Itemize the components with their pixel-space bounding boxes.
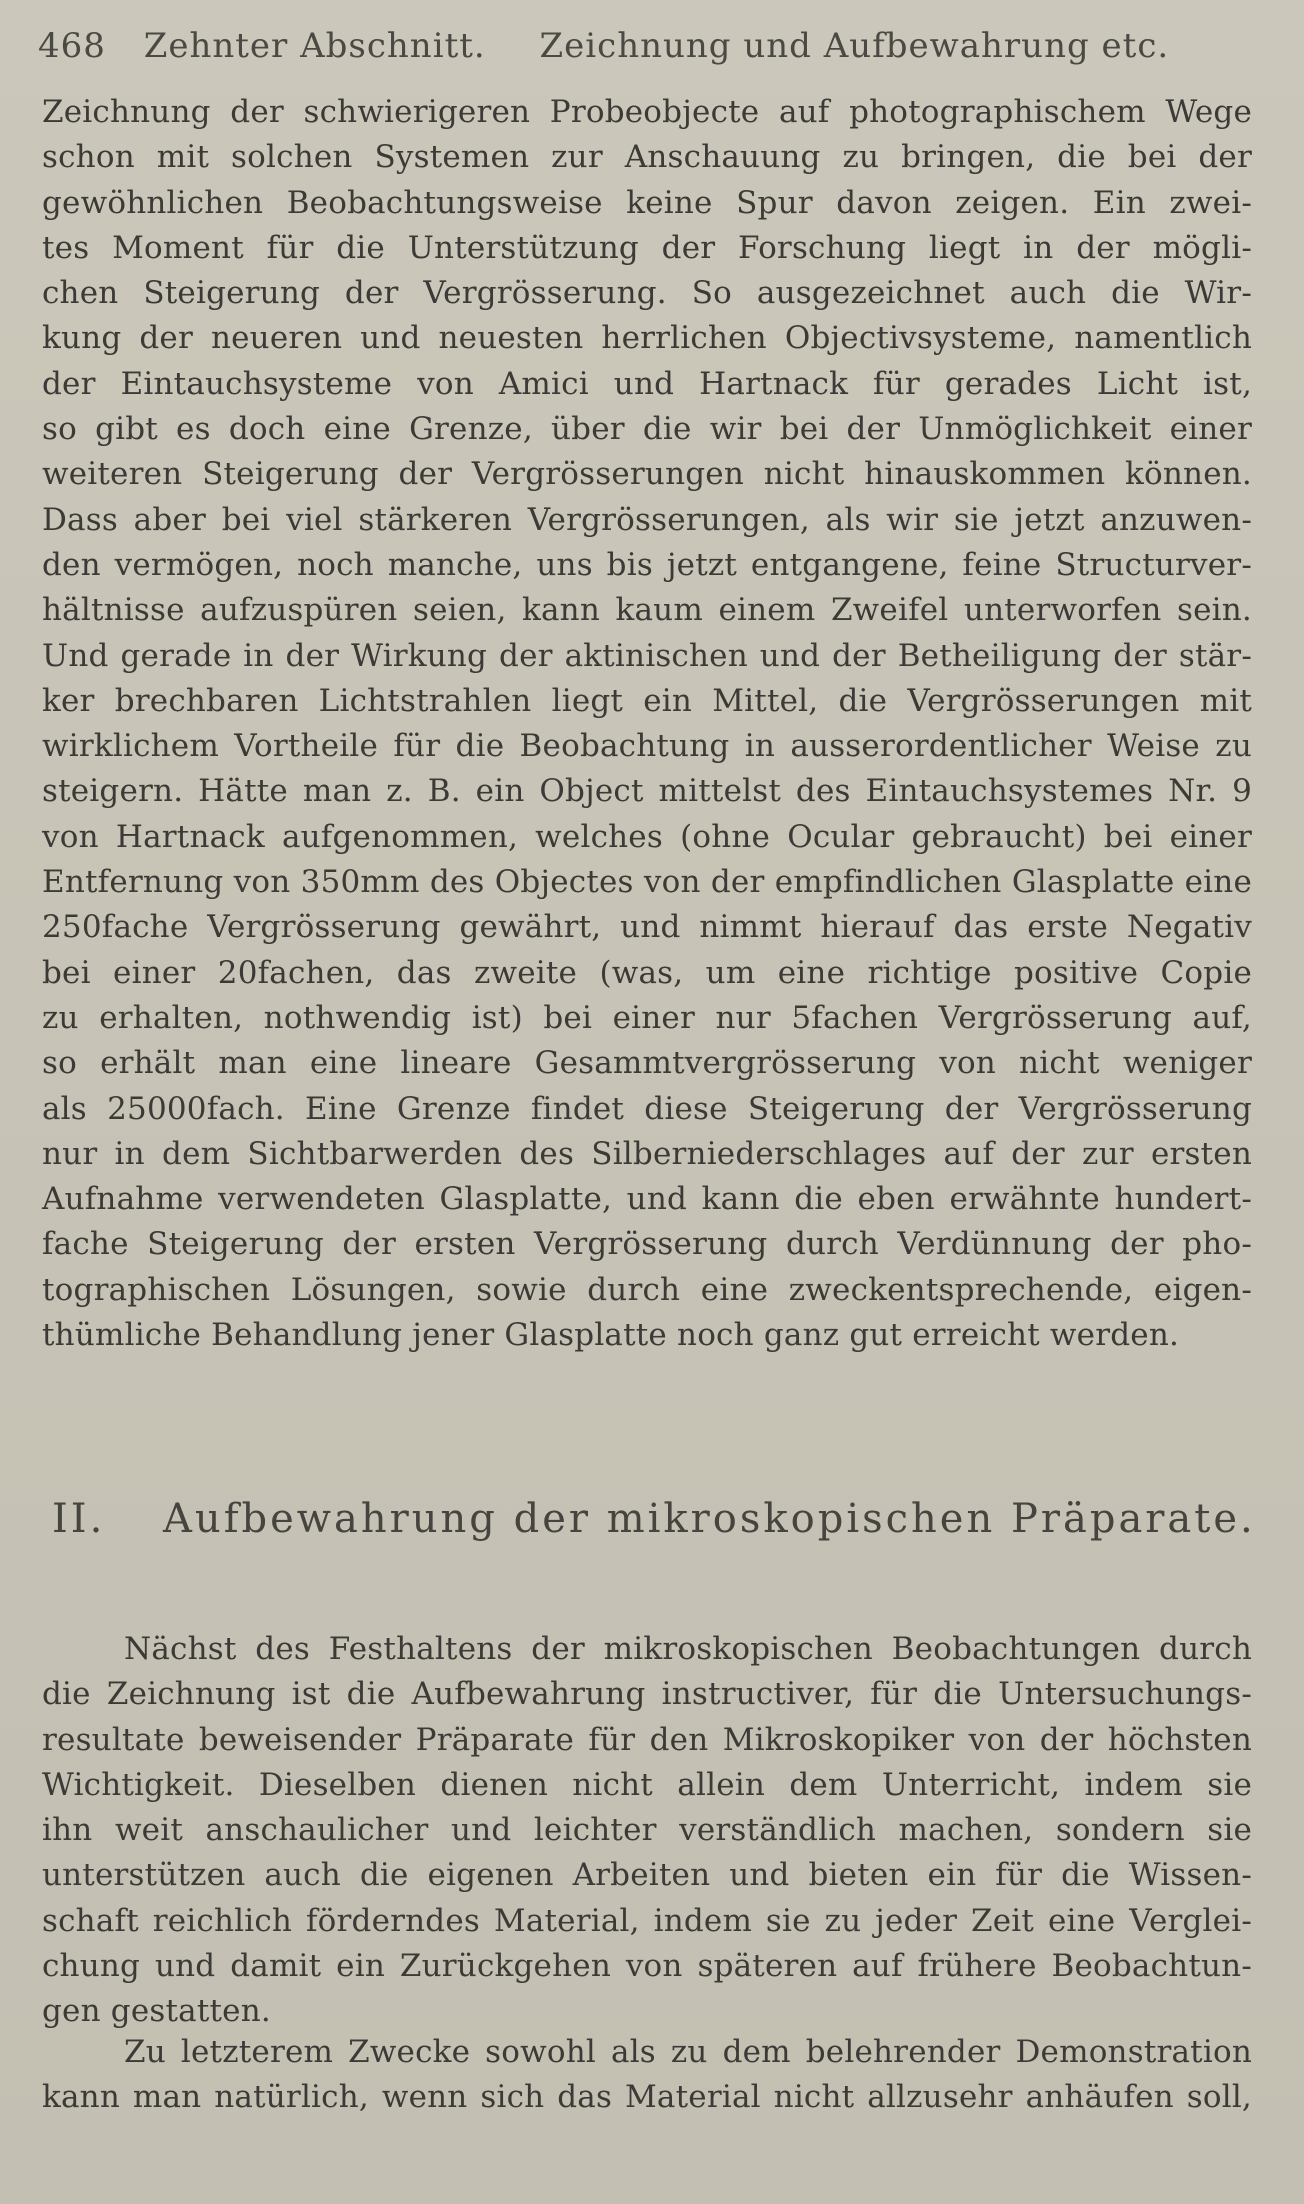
text-line: tes Moment für die Unterstützung der Forschung liegt in der mögli-: [42, 229, 1252, 266]
running-header: [38, 26, 1268, 66]
text-line: als 25000fach. Eine Grenze findet diese Steigerung der Vergrösserung: [42, 1090, 1252, 1127]
text-line: chen Steigerung der Vergrösserung. So ausgezeichnet auch die Wir-: [42, 275, 1252, 312]
text-line: Entfernung von 350mm des Objectes von der empfindlichen Glasplatte eine: [42, 864, 1252, 901]
page-number: 468: [38, 26, 106, 66]
paragraph-preservation: [42, 1627, 1252, 2035]
text-line: ihn weit anschaulicher und leichter verständlich machen, sondern sie: [42, 1812, 1252, 1849]
text-line: nur in dem Sichtbarwerden des Silberniederschlages auf der zur ersten: [42, 1135, 1252, 1172]
text-line: schon mit solchen Systemen zur Anschauung zu bringen, die bei der: [42, 139, 1252, 176]
text-line: so gibt es doch eine Grenze, über die wir bei der Unmöglichkeit einer: [42, 411, 1252, 448]
text-line: so erhält man eine lineare Gesammtvergrösserung von nicht weniger: [42, 1045, 1252, 1082]
section-heading: [52, 1496, 1256, 1542]
text-line: der Eintauchsysteme von Amici und Hartnack für gerades Licht ist,: [42, 365, 1252, 402]
text-line: thümliche Behandlung jener Glasplatte noch ganz gut erreicht werden.: [42, 1317, 1180, 1354]
text-line: Nächst des Festhaltens der mikroskopischen Beobachtungen durch: [124, 1631, 1252, 1667]
text-line: 250fache Vergrösserung gewährt, und nimmt hierauf das erste Negativ: [42, 909, 1252, 946]
running-title: Zeichnung und Aufbewahrung etc.: [539, 26, 1170, 66]
text-line: chung und damit ein Zurückgehen von späteren auf frühere Beobachtun-: [42, 1948, 1252, 1985]
text-line: kann man natürlich, wenn sich das Material nicht allzusehr anhäufen soll,: [42, 2079, 1252, 2116]
text-line: hältnisse aufzuspüren seien, kann kaum einem Zweifel unterworfen sein.: [42, 592, 1252, 629]
text-line: kung der neueren und neuesten herrlichen Objectivsysteme, namentlich: [42, 320, 1252, 357]
text-line: gen gestatten.: [42, 1993, 271, 2030]
text-line: weiteren Steigerung der Vergrösserungen nicht hinauskommen können.: [42, 456, 1252, 493]
text-line: schaft reichlich förderndes Material, indem sie zu jeder Zeit eine Verglei-: [42, 1902, 1252, 1939]
text-line: Wichtigkeit. Dieselben dienen nicht allein dem Unterricht, indem sie: [42, 1766, 1252, 1803]
section-number: II.: [52, 1496, 106, 1542]
text-line: gewöhnlichen Beobachtungsweise keine Spur davon zeigen. Ein zwei-: [42, 184, 1252, 221]
paragraph-drawing: [42, 90, 1252, 1358]
text-line: Aufnahme verwendeten Glasplatte, und kann die eben erwähnte hundert-: [42, 1181, 1252, 1218]
section-label: Zehnter Abschnitt.: [143, 26, 486, 66]
text-line: zu erhalten, nothwendig ist) bei einer nur 5fachen Vergrösserung auf,: [42, 999, 1252, 1036]
text-line: bei einer 20fachen, das zweite (was, um eine richtige positive Copie: [42, 954, 1252, 991]
text-line: Zu letzterem Zwecke sowohl als zu dem belehrender Demonstration: [124, 2034, 1252, 2070]
text-line: Dass aber bei viel stärkeren Vergrösserungen, als wir sie jetzt anzuwen-: [42, 501, 1252, 538]
paragraph-purpose: [42, 2030, 1252, 2121]
text-line: resultate beweisender Präparate für den Mikroskopiker von der höchsten: [42, 1721, 1252, 1758]
text-line: den vermögen, noch manche, uns bis jetzt entgangene, feine Structurver-: [42, 546, 1252, 583]
text-line: ker brechbaren Lichtstrahlen liegt ein Mittel, die Vergrösserungen mit: [42, 682, 1252, 719]
text-line: unterstützen auch die eigenen Arbeiten und bieten ein für die Wissen-: [42, 1857, 1252, 1894]
text-line: die Zeichnung ist die Aufbewahrung instructiver, für die Untersuchungs-: [42, 1676, 1252, 1713]
text-line: wirklichem Vortheile für die Beobachtung in ausserordentlicher Weise zu: [42, 728, 1252, 765]
text-line: tographischen Lösungen, sowie durch eine zweckentsprechende, eigen-: [42, 1271, 1252, 1308]
text-line: Und gerade in der Wirkung der aktinischen und der Betheiligung der stär-: [42, 637, 1252, 674]
text-line: steigern. Hätte man z. B. ein Object mittelst des Eintauchsystemes Nr. 9: [42, 773, 1252, 810]
text-line: Zeichnung der schwierigeren Probeobjecte auf photographischem Wege: [42, 94, 1252, 130]
text-line: von Hartnack aufgenommen, welches (ohne Ocular gebraucht) bei einer: [42, 818, 1252, 855]
section-title: Aufbewahrung der mikroskopischen Präparate.: [163, 1496, 1256, 1542]
text-line: fache Steigerung der ersten Vergrösserung durch Verdünnung der pho-: [42, 1226, 1252, 1263]
